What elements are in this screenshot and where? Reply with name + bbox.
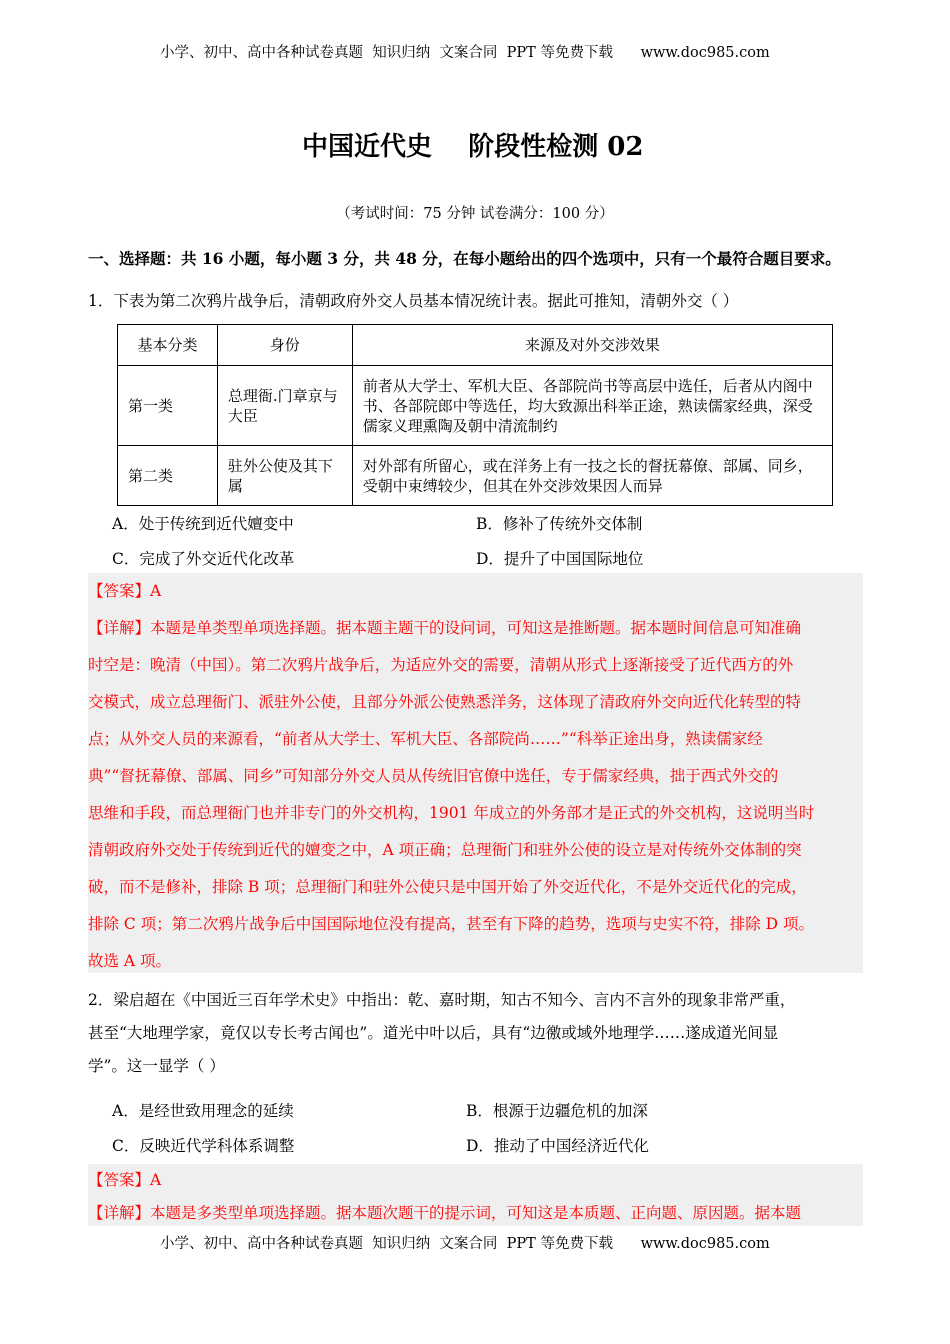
q2-option-b[interactable]: B．根源于边疆危机的加深 bbox=[466, 1102, 648, 1120]
table-header-cell: 来源及对外交涉效果 bbox=[352, 325, 832, 366]
q1-detail-line: 破，而不是修补，排除 B 项；总理衙门和驻外公使只是中国开始了外交近代化，不是外交近代化的完成， bbox=[88, 878, 807, 896]
answer-value: A bbox=[150, 582, 162, 600]
table-header-cell: 身份 bbox=[217, 325, 352, 366]
q1-detail-line: 思维和手段，而总理衙门也并非专门的外交机构，1901 年成立的外务部才是正式的外交机构，这说明当时 bbox=[88, 804, 815, 822]
page-title: 中国近代史 阶段性检测 02 bbox=[302, 132, 644, 162]
table-cell: 第一类 bbox=[118, 366, 218, 446]
detail-label: 【详解】 bbox=[88, 1204, 151, 1222]
page-header: 小学、初中、高中各种试卷真题 知识归纳 文案合同 PPT 等免费下载 www.doc985.com bbox=[160, 45, 770, 61]
q1-detail-line: 【详解】本题是单类型单项选择题。据本题主题干的设问词，可知这是推断题。据本题时间信息可知准确 bbox=[88, 619, 802, 637]
q1-answer-block bbox=[88, 573, 863, 973]
table-cell: 对外部有所留心，或在洋务上有一技之长的督抚幕僚、部属、同乡，受朝中束缚较少，但其在外交涉效果因人而异 bbox=[352, 446, 832, 506]
table-cell: 前者从大学士、军机大臣、各部院尚书等高层中选任，后者从内阁中书、各部院郎中等选任，均大致源出科举正途，熟读儒家经典，深受儒家义理熏陶及朝中清流制约 bbox=[352, 366, 832, 446]
q2-detail-line: 【详解】本题是多类型单项选择题。据本题次题干的提示词，可知这是本质题、正向题、原因题。据本题 bbox=[88, 1204, 802, 1222]
q1-detail-line: 点；从外交人员的来源看，“前者从大学士、军机大臣、各部院尚……”“科举正途出身，熟读儒家经 bbox=[88, 730, 763, 748]
table-cell: 总理衙.门章京与大臣 bbox=[217, 366, 352, 446]
exam-info: （考试时间：75 分钟 试卷满分：100 分） bbox=[336, 206, 614, 222]
answer-value: A bbox=[150, 1171, 162, 1189]
answer-label: 【答案】 bbox=[88, 1171, 151, 1189]
q1-detail-line: 清朝政府外交处于传统到近代的嬗变之中，A 项正确；总理衙门和驻外公使的设立是对传统外交体制的突 bbox=[88, 841, 802, 859]
q1-detail-line: 故选 A 项。 bbox=[88, 952, 172, 970]
detail-label: 【详解】 bbox=[88, 619, 151, 637]
q1-stem: 1．下表为第二次鸦片战争后，清朝政府外交人员基本情况统计表。据此可推知，清朝外交（ ） bbox=[88, 292, 739, 310]
table-header-row bbox=[118, 325, 833, 366]
q1-detail-line: 排除 C 项；第二次鸦片战争后中国国际地位没有提高，甚至有下降的趋势，选项与史实不符，排除 D 项。 bbox=[88, 915, 814, 933]
q1-detail-line: 典”“督抚幕僚、部属、同乡”可知部分外交人员从传统旧官僚中选任，专于儒家经典，拙于西式外交的 bbox=[88, 767, 779, 785]
q1-answer-line bbox=[88, 573, 863, 610]
table-cell: 第二类 bbox=[118, 446, 218, 506]
q1-table bbox=[117, 324, 833, 506]
q1-option-a[interactable]: A．处于传统到近代嬗变中 bbox=[112, 515, 294, 533]
table-row bbox=[118, 446, 833, 506]
q1-option-c[interactable]: C．完成了外交近代化改革 bbox=[112, 550, 295, 568]
q2-option-a[interactable]: A．是经世致用理念的延续 bbox=[112, 1102, 294, 1120]
q1-option-d[interactable]: D．提升了中国国际地位 bbox=[476, 550, 644, 568]
q2-stem: 2．梁启超在《中国近三百年学术史》中指出：乾、嘉时期，知古不知今、言内不言外的现象非常严重， 甚至“大地理学家，竟仅以专长考古闻也”。道光中叶以后，具有“边徼或域外地理学……遂成道光间显 学”。这一显学（ ） bbox=[88, 991, 796, 1075]
table-row bbox=[118, 366, 833, 446]
section-heading: 一、选择题：共 16 小题，每小题 3 分，共 48 分，在每小题给出的四个选项中，只有一个最符合题目要求。 bbox=[88, 249, 841, 268]
q2-answer-line bbox=[88, 1164, 863, 1197]
q2-answer-block bbox=[88, 1164, 863, 1226]
answer-label: 【答案】 bbox=[88, 582, 151, 600]
q1-detail-line: 交模式，成立总理衙门、派驻外公使，且部分外派公使熟悉洋务，这体现了清政府外交向近代化转型的特 bbox=[88, 693, 802, 711]
q2-option-c[interactable]: C．反映近代学科体系调整 bbox=[112, 1137, 295, 1155]
table-cell: 驻外公使及其下属 bbox=[217, 446, 352, 506]
q2-option-d[interactable]: D．推动了中国经济近代化 bbox=[466, 1137, 649, 1155]
q1-detail-line: 时空是：晚清（中国）。第二次鸦片战争后，为适应外交的需要，清朝从形式上逐渐接受了近代西方的外 bbox=[88, 656, 794, 674]
q1-option-b[interactable]: B．修补了传统外交体制 bbox=[476, 515, 643, 533]
table-header-cell: 基本分类 bbox=[118, 325, 218, 366]
page-footer: 小学、初中、高中各种试卷真题 知识归纳 文案合同 PPT 等免费下载 www.doc985.com bbox=[160, 1236, 770, 1252]
